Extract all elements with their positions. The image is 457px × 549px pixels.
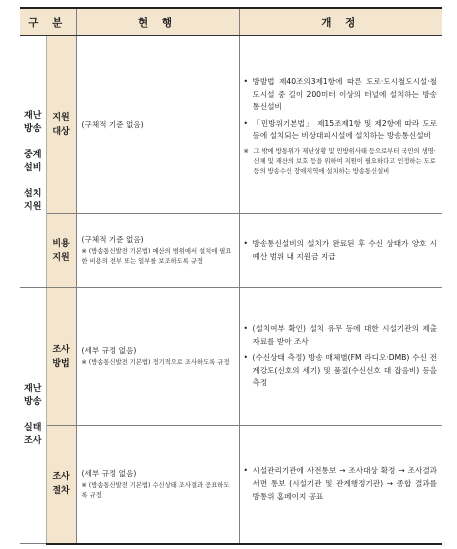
category-text: 지원 bbox=[24, 201, 42, 212]
category-text: 방송 bbox=[24, 123, 42, 134]
header-row bbox=[20, 8, 442, 36]
list-item: • 방발법 제40조의3제1항에 따른 도로·도시철도시설·철도시설 중 길이 200미터 이상의 터널에 설치하는 방송통신설비 bbox=[244, 76, 438, 114]
bullet-icon: • bbox=[243, 324, 248, 334]
list-item: • 방송통신설비의 설치가 완료된 후 수신 상태가 양호 시 예산 범위 내 지원금 지급 bbox=[244, 238, 438, 263]
list-item: • (수신상태 측정) 방송 매체별(FM 라디오·DMB) 수신 전계강도(신호의 세기) 및 품질(수신신호 대 잡음비) 등을 측정 bbox=[244, 352, 438, 390]
note-mark-icon: ※ bbox=[243, 147, 249, 155]
subcategory-support-target bbox=[46, 36, 76, 214]
subcategory-text: 방법 bbox=[52, 358, 70, 369]
current-note: ※ (방송통신발전 기본법) 예산의 범위에서 설치에 필요한 비용의 전부 또는 일부를 보조하도록 규정 bbox=[81, 248, 232, 265]
subcategory-cost-support bbox=[46, 214, 76, 288]
subcategory-text: 지원 bbox=[52, 252, 70, 263]
category-text: 조사 bbox=[24, 436, 42, 446]
bullet-icon: • bbox=[243, 353, 248, 363]
current-cell bbox=[76, 426, 239, 544]
revised-cell bbox=[239, 426, 442, 544]
current-text: (구체적 기준 없음) bbox=[81, 235, 144, 244]
bullet-icon: • bbox=[243, 466, 248, 476]
bullet-icon: • bbox=[243, 238, 248, 248]
header-revised: 개 정 bbox=[239, 8, 442, 36]
table-row bbox=[20, 288, 442, 426]
revised-cell bbox=[239, 36, 442, 214]
subcategory-text: 지원 bbox=[52, 112, 70, 123]
category-text: 설치 bbox=[24, 188, 42, 199]
list-item: • 시설관리기관에 사전통보 → 조사대상 확정 → 조사결과 서면 통보 (시설기관 및 관계행정기관) → 종합 결과를 방통위 홈페이지 공표 bbox=[244, 465, 438, 503]
subcategory-text: 비용 bbox=[52, 238, 70, 249]
current-text: (세부 규정 없음) bbox=[81, 346, 137, 355]
revised-cell bbox=[239, 288, 442, 426]
subcategory-survey-method bbox=[46, 288, 76, 426]
subcategory-text: 조사 bbox=[52, 344, 70, 355]
bullet-icon: • bbox=[243, 118, 248, 128]
category-text: 설비 bbox=[24, 162, 42, 173]
subcategory-text: 조사 bbox=[52, 472, 70, 483]
current-cell bbox=[76, 288, 239, 426]
category-text: 중계 bbox=[24, 149, 42, 160]
list-item: • (설치여부 확인) 설치 유무 등에 대한 시설기관의 제출 자료를 받아 조사 bbox=[244, 323, 438, 348]
header-current: 현 행 bbox=[76, 8, 239, 36]
category-text: 실태 bbox=[24, 423, 42, 433]
current-text: (세부 규정 없음) bbox=[81, 468, 137, 478]
category-text: 방송 bbox=[24, 397, 42, 407]
table-row bbox=[20, 426, 442, 544]
current-cell bbox=[76, 36, 239, 214]
table-row bbox=[20, 36, 442, 214]
subcategory-text: 절차 bbox=[52, 486, 70, 497]
category-installation-support bbox=[20, 36, 46, 288]
bullet-icon: • bbox=[243, 77, 248, 87]
comparison-table bbox=[20, 7, 442, 545]
current-note: ※ (방송통신발전 기본법) 정기적으로 조사하도록 규정 bbox=[81, 359, 230, 366]
current-note: ※ (방송통신발전 기본법) 수신상태 조사결과 공표하도록 규정 bbox=[81, 481, 230, 499]
category-text: 재난 bbox=[24, 384, 42, 394]
note: ※ 그 밖에 방통위가 재난상황 및 민방위사태 등으로부터 국민의 생명·신체 및 재산의 보호 등을 위하여 지원이 필요하다고 인정하는 도로등의 방송수신 장애지역에 설치하는 방송통신설비 bbox=[243, 147, 436, 175]
category-text: 재난 bbox=[24, 110, 42, 121]
subcategory-text: 대상 bbox=[52, 126, 70, 137]
header-category: 구 분 bbox=[20, 8, 76, 36]
current-cell bbox=[76, 214, 239, 288]
category-status-survey bbox=[20, 288, 46, 544]
table-row bbox=[20, 214, 442, 288]
list-item: • 「민방위기본법」 제15조제1항 및 제2항에 따라 도로등에 설치되는 비상대피시설에 설치하는 방송통신설비 bbox=[244, 118, 438, 143]
subcategory-survey-procedure bbox=[46, 426, 76, 544]
current-text: (구체적 기준 없음) bbox=[81, 119, 144, 129]
revised-cell bbox=[239, 214, 442, 288]
